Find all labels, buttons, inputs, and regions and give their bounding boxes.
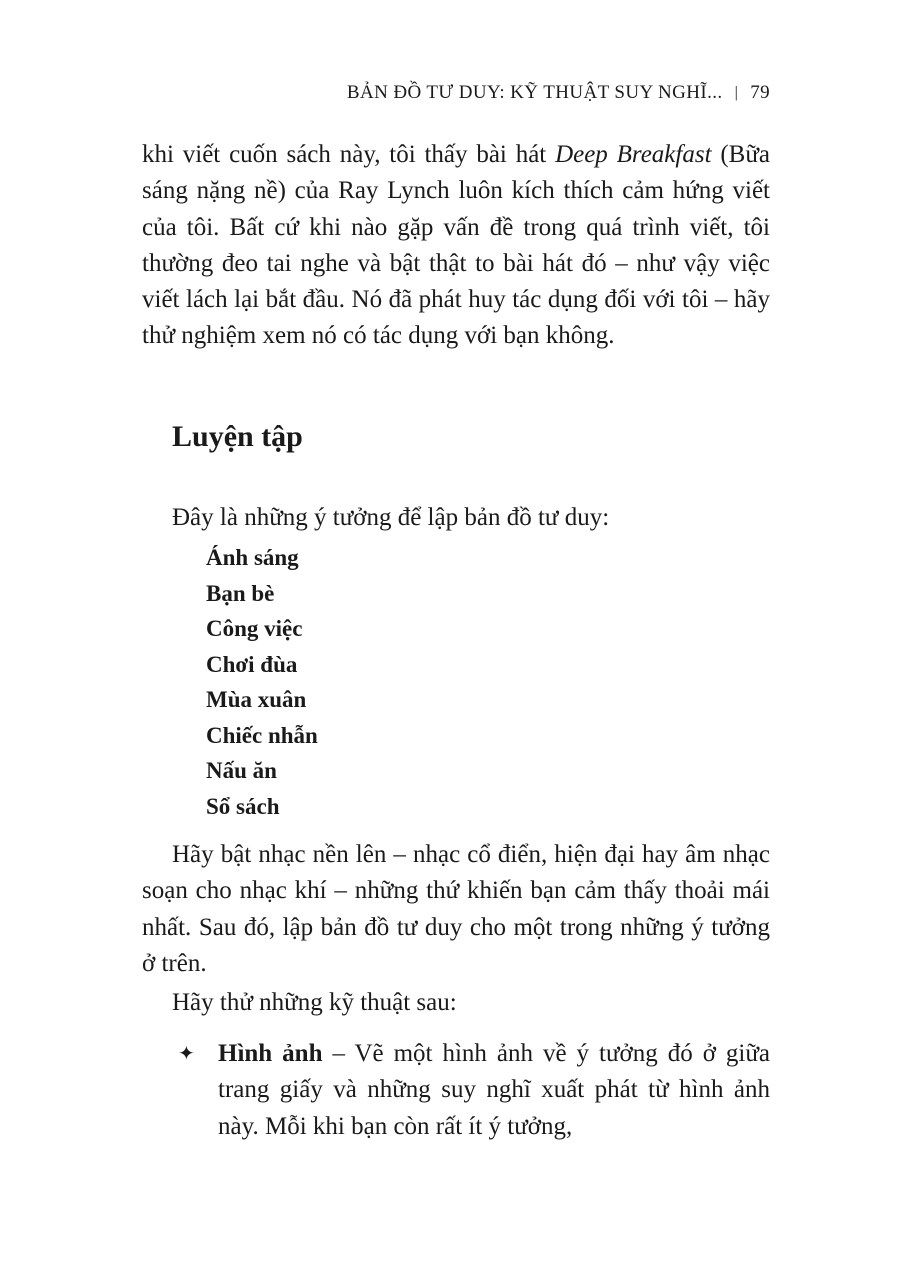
- page-number: 79: [750, 82, 770, 103]
- idea-list: [206, 540, 318, 824]
- running-head-title: BẢN ĐỒ TƯ DUY: KỸ THUẬT SUY NGHĨ...: [346, 82, 723, 103]
- idea-item: Chiếc nhẫn: [206, 722, 318, 748]
- idea-item: Mùa xuân: [206, 687, 307, 712]
- idea-item: Nấu ăn: [206, 758, 277, 783]
- paragraph-1: [142, 137, 770, 355]
- idea-item: Công việc: [206, 616, 303, 641]
- paragraph-1-after: (Bữa sáng nặng nề) của Ray Lynch luôn kích thích cảm hứng viết của tôi. Bất cứ khi nào gặp vấn đề trong quá trình viết, tôi thường đeo tai nghe và bật thật to bài hát đó – như vậy việc viết lách lại bắt đầu. Nó đã phát huy tác dụng đối với tôi – hãy thử nghiệm xem nó có tác dụng với bạn không.: [142, 141, 770, 350]
- technique-term: Hình ảnh: [218, 1040, 323, 1067]
- idea-item: Bạn bè: [206, 580, 275, 606]
- idea-item: Sổ sách: [206, 793, 280, 819]
- paragraph-1-before: khi viết cuốn sách này, tôi thấy bài hát: [142, 141, 556, 168]
- running-head: [347, 82, 770, 104]
- song-title: Deep Breakfast: [555, 141, 712, 168]
- idea-item: Chơi đùa: [206, 651, 298, 677]
- running-head-separator: |: [734, 84, 739, 101]
- paragraph-2: Hãy bật nhạc nền lên – nhạc cổ điển, hiện đại hay âm nhạc soạn cho nhạc khí – những thứ khiến bạn cảm thấy thoải mái nhất. Sau đó, lập bản đồ tư duy cho một trong những ý tưởng ở trên.: [142, 841, 770, 977]
- four-point-star-icon: ✦: [178, 1043, 195, 1065]
- technique-item: [178, 1036, 770, 1145]
- intro-text: Đây là những ý tưởng để lập bản đồ tư duy:: [172, 504, 610, 531]
- section-heading: Luyện tập: [172, 420, 303, 453]
- idea-item: Ánh sáng: [206, 545, 299, 570]
- technique-description: – Vẽ một hình ảnh về ý tưởng đó ở giữa trang giấy và những suy nghĩ xuất phát từ hình ảnh này. Mỗi khi bạn còn rất ít ý tưởng,: [218, 1040, 770, 1140]
- paragraph-3: Hãy thử những kỹ thuật sau:: [172, 989, 457, 1016]
- technique-text: [218, 1036, 770, 1145]
